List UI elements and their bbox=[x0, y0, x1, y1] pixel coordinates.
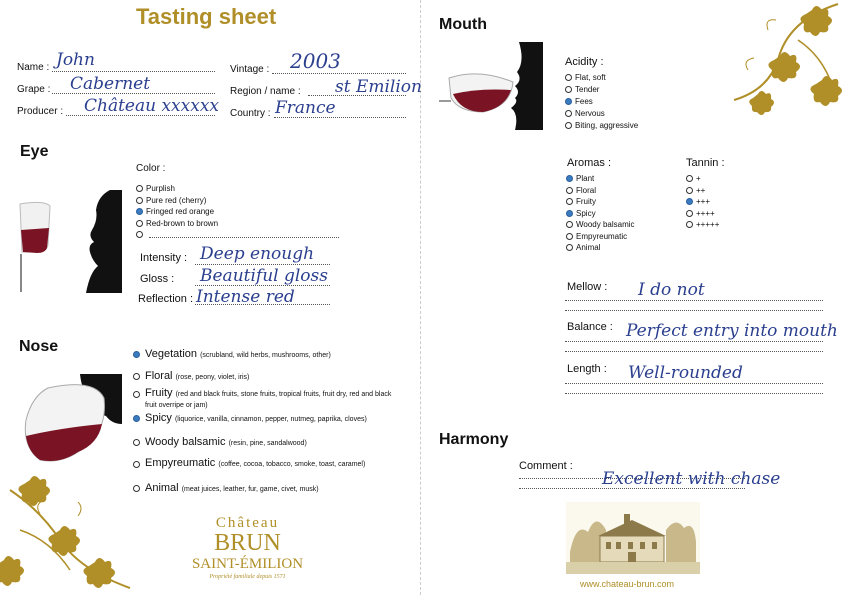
radio-icon[interactable] bbox=[565, 86, 572, 93]
logo-line2: BRUN bbox=[214, 530, 281, 556]
aromas-options bbox=[566, 173, 635, 254]
grape-label: Grape : bbox=[17, 84, 51, 95]
radio-icon[interactable] bbox=[136, 231, 143, 238]
tannin-option[interactable]: + bbox=[686, 173, 719, 185]
intensity-label: Intensity : bbox=[140, 252, 188, 264]
tannin-option[interactable]: +++++ bbox=[686, 219, 719, 231]
name-value[interactable]: John bbox=[56, 50, 95, 70]
radio-checked-icon[interactable] bbox=[686, 198, 693, 205]
color-option-other[interactable] bbox=[136, 229, 339, 241]
country-label: Country : bbox=[230, 108, 271, 119]
radio-icon[interactable] bbox=[686, 210, 693, 217]
intensity-value[interactable]: Deep enough bbox=[200, 244, 315, 264]
radio-icon[interactable] bbox=[566, 233, 573, 240]
aromas-label: Aromas : bbox=[567, 157, 612, 169]
aroma-option[interactable]: Empyreumatic bbox=[566, 231, 635, 243]
radio-icon[interactable] bbox=[133, 373, 140, 380]
radio-icon[interactable] bbox=[565, 74, 572, 81]
acidity-option[interactable]: Fees bbox=[565, 95, 638, 107]
nose-illustration bbox=[20, 374, 122, 470]
radio-icon[interactable] bbox=[565, 122, 572, 129]
nose-option[interactable]: Vegetation (scrubland, wild herbs, mushrooms, other) bbox=[133, 348, 403, 370]
name-line bbox=[52, 71, 215, 72]
aroma-option[interactable]: Animal bbox=[566, 242, 635, 254]
color-option[interactable]: Purplish bbox=[136, 183, 339, 195]
radio-icon[interactable] bbox=[136, 220, 143, 227]
balance-line bbox=[565, 341, 823, 342]
acidity-option[interactable]: Nervous bbox=[565, 107, 638, 119]
tannin-label: Tannin : bbox=[686, 157, 725, 169]
eye-illustration bbox=[18, 190, 122, 293]
tannin-options bbox=[686, 173, 719, 231]
mellow-line-2 bbox=[565, 310, 823, 311]
acidity-option[interactable]: Flat, soft bbox=[565, 71, 638, 83]
website-link[interactable]: www.chateau-brun.com bbox=[580, 579, 675, 589]
harmony-heading: Harmony bbox=[439, 431, 509, 448]
balance-value[interactable]: Perfect entry into mouth bbox=[626, 321, 838, 341]
region-value[interactable]: st Emilion bbox=[335, 77, 422, 97]
nose-options bbox=[133, 348, 403, 500]
acidity-option[interactable]: Tender bbox=[565, 83, 638, 95]
comment-label: Comment : bbox=[519, 460, 573, 472]
vintage-label: Vintage : bbox=[230, 64, 270, 75]
producer-label: Producer : bbox=[17, 106, 64, 117]
length-label: Length : bbox=[567, 363, 607, 375]
reflection-value[interactable]: Intense red bbox=[196, 287, 295, 307]
radio-icon[interactable] bbox=[136, 197, 143, 204]
comment-value[interactable]: Excellent with chase bbox=[602, 469, 781, 489]
eye-color-options bbox=[136, 183, 339, 241]
nose-option[interactable]: Animal (meat juices, leather, fur, game, civet, musk) bbox=[133, 482, 403, 500]
balance-line-2 bbox=[565, 351, 823, 352]
aroma-option[interactable]: Woody balsamic bbox=[566, 219, 635, 231]
vintage-value[interactable]: 2003 bbox=[290, 49, 341, 73]
acidity-option[interactable]: Biting, aggressive bbox=[565, 119, 638, 131]
radio-icon[interactable] bbox=[133, 391, 140, 398]
mouth-heading: Mouth bbox=[439, 16, 487, 33]
radio-checked-icon[interactable] bbox=[565, 98, 572, 105]
producer-value[interactable]: Château xxxxxx bbox=[84, 96, 219, 116]
radio-icon[interactable] bbox=[133, 461, 140, 468]
mellow-label: Mellow : bbox=[567, 281, 608, 293]
grape-value[interactable]: Cabernet bbox=[70, 74, 151, 94]
radio-icon[interactable] bbox=[565, 110, 572, 117]
radio-icon[interactable] bbox=[566, 187, 573, 194]
country-value[interactable]: France bbox=[275, 98, 336, 118]
acidity-options bbox=[565, 71, 638, 131]
radio-checked-icon[interactable] bbox=[566, 175, 573, 182]
logo-line3: SAINT-ÉMILION bbox=[191, 556, 304, 572]
radio-checked-icon[interactable] bbox=[133, 351, 140, 358]
color-option[interactable]: Red-brown to brown bbox=[136, 218, 339, 230]
vine-leaves-decoration bbox=[0, 470, 135, 595]
nose-option[interactable]: Fruity (red and black fruits, stone fruits, tropical fruits, fruit dry, red and black fruit overripe or jam) bbox=[133, 388, 403, 412]
radio-checked-icon[interactable] bbox=[566, 210, 573, 217]
logo-tagline: Propriété familiale depuis 1571 bbox=[209, 574, 286, 580]
logo-line1: Château bbox=[215, 515, 280, 531]
vintage-line bbox=[272, 73, 406, 74]
radio-checked-icon[interactable] bbox=[133, 415, 140, 422]
tannin-option[interactable]: ++++ bbox=[686, 208, 719, 220]
radio-checked-icon[interactable] bbox=[136, 208, 143, 215]
nose-option[interactable]: Woody balsamic (resin, pine, sandalwood) bbox=[133, 436, 403, 458]
aroma-option[interactable]: Fruity bbox=[566, 196, 635, 208]
radio-icon[interactable] bbox=[136, 185, 143, 192]
other-line bbox=[149, 237, 339, 238]
nose-heading: Nose bbox=[19, 338, 59, 355]
color-option[interactable]: Pure red (cherry) bbox=[136, 195, 339, 207]
radio-icon[interactable] bbox=[566, 221, 573, 228]
length-line-2 bbox=[565, 393, 823, 394]
length-line bbox=[565, 383, 823, 384]
nose-option[interactable]: Spicy (liquorice, vanilla, cinnamon, pepper, nutmeg, paprika, cloves) bbox=[133, 412, 403, 436]
color-option[interactable]: Fringed red orange bbox=[136, 206, 339, 218]
acidity-label: Acidity : bbox=[565, 56, 604, 68]
gloss-label: Gloss : bbox=[140, 273, 175, 285]
mellow-value[interactable]: I do not bbox=[638, 280, 705, 300]
eye-heading: Eye bbox=[20, 143, 49, 160]
radio-icon[interactable] bbox=[566, 244, 573, 251]
vine-leaves-decoration bbox=[728, 0, 842, 115]
tannin-option[interactable]: ++ bbox=[686, 185, 719, 197]
chateau-logo bbox=[180, 515, 315, 581]
nose-option[interactable]: Empyreumatic (coffee, cocoa, tobacco, smoke, toast, caramel) bbox=[133, 458, 403, 482]
tannin-option[interactable]: +++ bbox=[686, 196, 719, 208]
mouth-illustration bbox=[439, 42, 543, 130]
aroma-option[interactable]: Plant bbox=[566, 173, 635, 185]
gloss-value[interactable]: Beautiful gloss bbox=[200, 266, 328, 286]
radio-icon[interactable] bbox=[686, 175, 693, 182]
sheet-title: Tasting sheet bbox=[136, 4, 277, 29]
nose-option[interactable]: Floral (rose, peony, violet, iris) bbox=[133, 370, 403, 388]
aroma-option[interactable]: Floral bbox=[566, 185, 635, 197]
balance-label: Balance : bbox=[567, 321, 613, 333]
radio-icon[interactable] bbox=[566, 198, 573, 205]
mellow-line bbox=[565, 300, 823, 301]
radio-icon[interactable] bbox=[133, 439, 140, 446]
aroma-option[interactable]: Spicy bbox=[566, 208, 635, 220]
name-label: Name : bbox=[17, 62, 50, 73]
radio-icon[interactable] bbox=[686, 187, 693, 194]
chateau-engraving-image bbox=[566, 502, 700, 574]
radio-icon[interactable] bbox=[686, 221, 693, 228]
reflection-label: Reflection : bbox=[138, 293, 194, 305]
color-label: Color : bbox=[136, 163, 166, 174]
intensity-line bbox=[195, 264, 330, 265]
length-value[interactable]: Well-rounded bbox=[628, 363, 743, 383]
region-label: Region / name : bbox=[230, 86, 301, 97]
